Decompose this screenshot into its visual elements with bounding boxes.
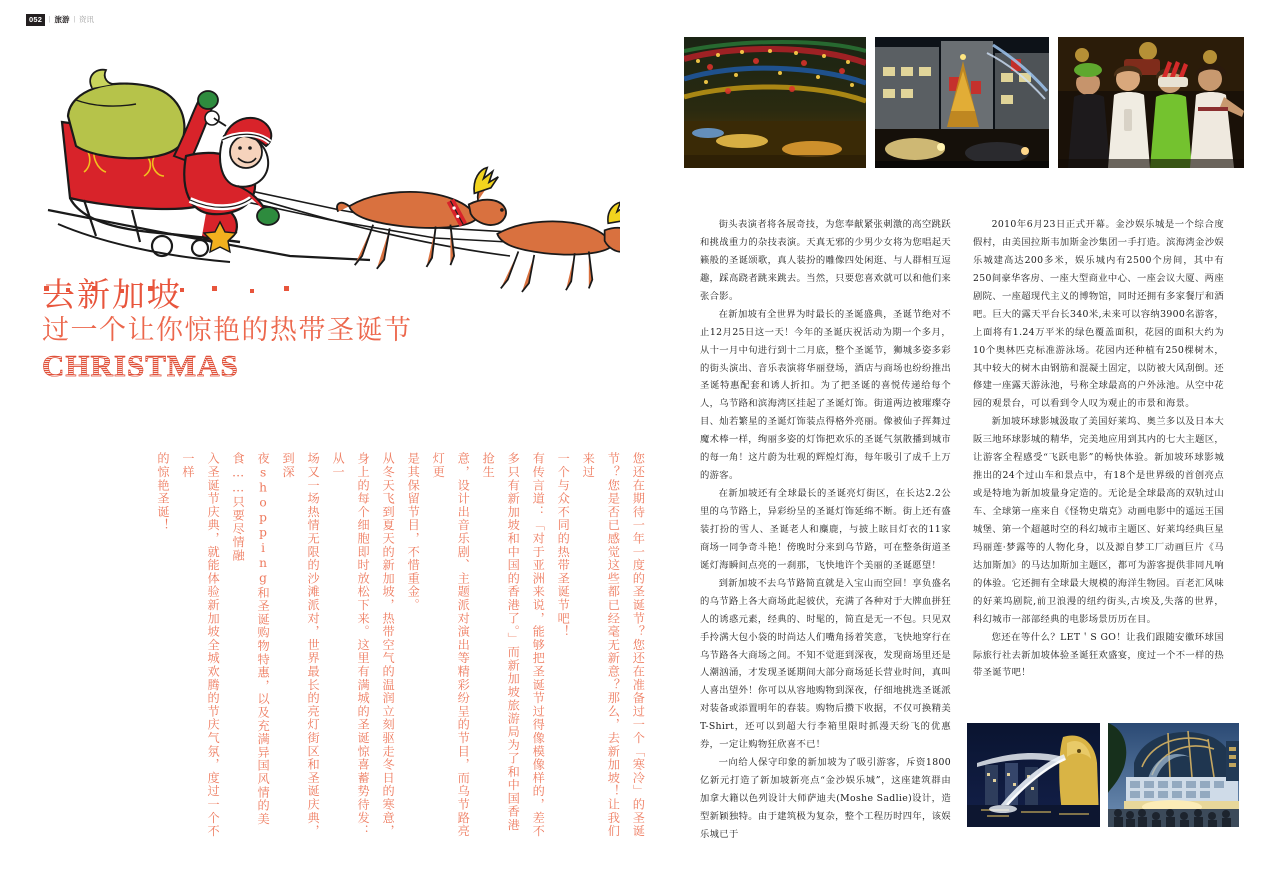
body-paragraph: 2010年6月23日正式开幕。金沙娱乐城是一个综合度假村，由美国拉斯韦加斯金沙集团一手打造。滨海湾金沙娱乐城建高达200多米，娱乐城内有2500个房间，其中有250间豪华客房、一座大型商业中心、一座会议大厦、两座剧院、一座超现代主义的博物馆，同时还拥有多家餐厅和酒吧。巨大的露天平台长340米,未来可以容纳3900名游客，上面将有1.24万平米的绿色覆盖面积，花园的面积大约为10个奥林匹克标准游泳场。花园内还种植有250棵树木，其中较大的树木由钢筋和混凝土固定，以防被大风刮倒。还修建一座露天游泳池，号称全球最高的户外泳池。从空中花园的观景台，可以看到令人叹为观止的市景和海景。 [973, 219, 1224, 410]
running-head [26, 14, 94, 26]
lede-column: 一个与众不同的热带圣诞节吧！ [556, 452, 571, 639]
body-paragraph: 新加坡环球影城汲取了美国好莱坞、奥兰多以及日本大阪三地环球影城的精华，完美地应用到其内的七大主题区，让游客全程感受“飞跃电影”的畅快体验。新加坡环球影城推出的24个过山车和景点中，有18个是世界级的首创亮点或是特地为新加坡量身定造的。无论是全球最高的双轨过山车、全球第一座来自《怪物史瑞克》动画电影中的遥远王国城堡、第一个超越时空的科幻城市主题区、好莱坞经典巨星玛丽莲·梦露等的人物化身，以及源自梦工厂动画巨片《马达加斯加》的马达加斯加主题区，都可为游客提供非同凡响的体验。它还拥有全球最大规模的海洋生物园。百老汇风味的好莱坞剧院,前卫浪漫的纽约街头,古埃及,失落的世界，科幻城市一部部经典的电影场景历历在目。 [973, 416, 1224, 625]
runhead-subcategory: 资讯 [78, 15, 94, 24]
top-photo-strip [684, 37, 1244, 168]
lede-column: 是其保留节目，不惜重金。 [406, 452, 421, 612]
orchard-road-lights-photo [684, 37, 866, 168]
lede-column: 有传言道：「对于亚洲来说，能够把圣诞节过得像模像样的，差不 [531, 452, 546, 838]
santa-sleigh-illustration [40, 60, 620, 300]
lede-column: 您还在期待一年一度的圣诞节？您还在准备过一个「寒冷」的圣诞 [631, 452, 646, 838]
body-paragraph: 您还在等什么？LET＇S GO！让我们跟随安徽环球国际旅行社去新加坡体验圣诞狂欢盛宴，度过一个不一样的热带圣诞节吧！ [973, 631, 1224, 679]
bottom-photo-row [967, 723, 1239, 827]
party-girls-photo [1058, 37, 1244, 168]
body-paragraph: 到新加坡不去乌节路简直就是入宝山而空回！享负盛名的乌节路上各大商场此起彼伏，充满了各种对于大牌血拼狂人的诱惑元素，经典的、时髦的，简直是无一不包。只见双手拎满大包小袋的时尚达人们嘴角扬着笑意，飞快地穿行在乌节路各大商场之间。不知不觉逛到深夜，发现商场里还是人潮汹涌，才发现圣诞期间大部分商场延长营业时间，真叫人喜出望外！你可以从容地购物到深夜，仔细地挑选圣诞派对装备或添置明年的春装。购物后攒下收据，不仅可换精美T-Shirt，还可以到超大行李箱里限时抓漫天纷飞的优惠券，一定让购物狂欣喜不已！ [700, 577, 951, 751]
headline-line-1: 去新加坡 [42, 275, 182, 314]
lede-column: 从冬天飞到夏天的新加坡，热带空气的温润立刻驱走冬日的寒意， [381, 452, 396, 838]
headline-christmas-wordmark: CHRISTMAS [42, 349, 602, 383]
lede-column: 节？您是否已感觉这些都已经毫无新意？那么，去新加坡！让我们来过 [581, 452, 621, 838]
ion-orchard-mall-photo [1108, 723, 1239, 827]
body-paragraph: 一向给人保守印象的新加坡为了吸引游客，斥资1800亿新元打造了新加坡新亮点“金沙娱乐城”，这座建筑群由加拿大籍以色列设计大师萨迪夫(Moshe Sadlie)设计，造型新颖独特。由于建筑极为复杂，整个工程历时四年，该娱乐城已于 [700, 757, 951, 840]
lede-column: 意，设计出音乐剧、主题派对演出等精彩纷呈的节目，而乌节路亮灯更 [431, 452, 471, 838]
runhead-category: 旅游 [54, 15, 70, 24]
runhead-separator-2: | [73, 15, 75, 24]
body-paragraph: 在新加坡还有全球最长的圣诞亮灯街区，在长达2.2公里的乌节路上，异彩纷呈的圣诞灯饰延绵不断。街上还有盛装打扮的雪人、圣诞老人和麋鹿，与披上眩目灯衣的11家商场一同争奇斗艳！傍晚时分来到乌节路，可在整条街道圣诞灯海瞬间点亮的一刹那，飞快地许个美丽的圣诞愿望！ [700, 488, 951, 571]
lede-column: 入圣诞节庆典，就能体验新加坡全城欢腾的节庆气氛，度过一个不一样 [181, 452, 221, 838]
lede-column: 多只有新加坡和中国的香港了。」而新加坡旅游局为了和中国香港抢生 [481, 452, 521, 832]
vertical-lede-block [150, 452, 650, 844]
page-title [42, 276, 602, 383]
lede-column: 夜shopping和圣诞购物特惠，以及充满异国风情的美食……只要尽情融 [231, 452, 271, 826]
shopping-mall-christmas-tree-photo [875, 37, 1049, 168]
lede-column: 场又一场热情无限的沙滩派对，世界最长的亮灯街区和圣诞庆典，到深 [281, 452, 321, 838]
merlion-marina-bay-sands-photo [967, 723, 1100, 827]
body-paragraph: 街头表演者将各展奇技，为您奉献紧张刺激的高空跳跃和挑战重力的杂技表演。天真无邪的少男少女将为您唱起天籁般的圣诞颂歌，真人装扮的雕像四处闲逛、与人群相互逗趣，踩高跷者跳来跳去。当然，只要您喜欢就可以和他们来张合影。 [700, 219, 951, 302]
runhead-separator-1: | [49, 15, 51, 24]
body-column-left [700, 216, 951, 844]
lede-column: 身上的每个细胞即时放松下来。这里有满城的圣诞惊喜蓄势待发：从一 [331, 452, 371, 838]
lede-column: 的惊艳圣诞！ [156, 452, 171, 532]
headline-line-2: 过一个让你惊艳的热带圣诞节 [42, 314, 413, 346]
page-folio: 052 [26, 14, 45, 26]
body-paragraph: 在新加坡有全世界为时最长的圣诞盛典，圣诞节绝对不止12月25日这一天！今年的圣诞庆祝活动为期一个多月，从十一月中旬进行到十二月底，整个圣诞节，狮城多姿多彩的街头演出、音乐表演将华丽登场，酒店与商场也纷纷推出圣诞特惠配套和诱人折扣。为了把圣诞的喜悦传递给每个人，乌节路和滨海湾区挂起了圣诞灯饰。街道两边被璀璨夺目、灿若繁星的圣诞灯饰装点得格外亮丽。像被仙子挥舞过魔术棒一样，绚丽多姿的灯饰把欢乐的圣诞气氛散播到城市的每一角！这片蔚为壮观的辉煌灯海，每年吸引了成千上万的游客。 [700, 308, 951, 482]
